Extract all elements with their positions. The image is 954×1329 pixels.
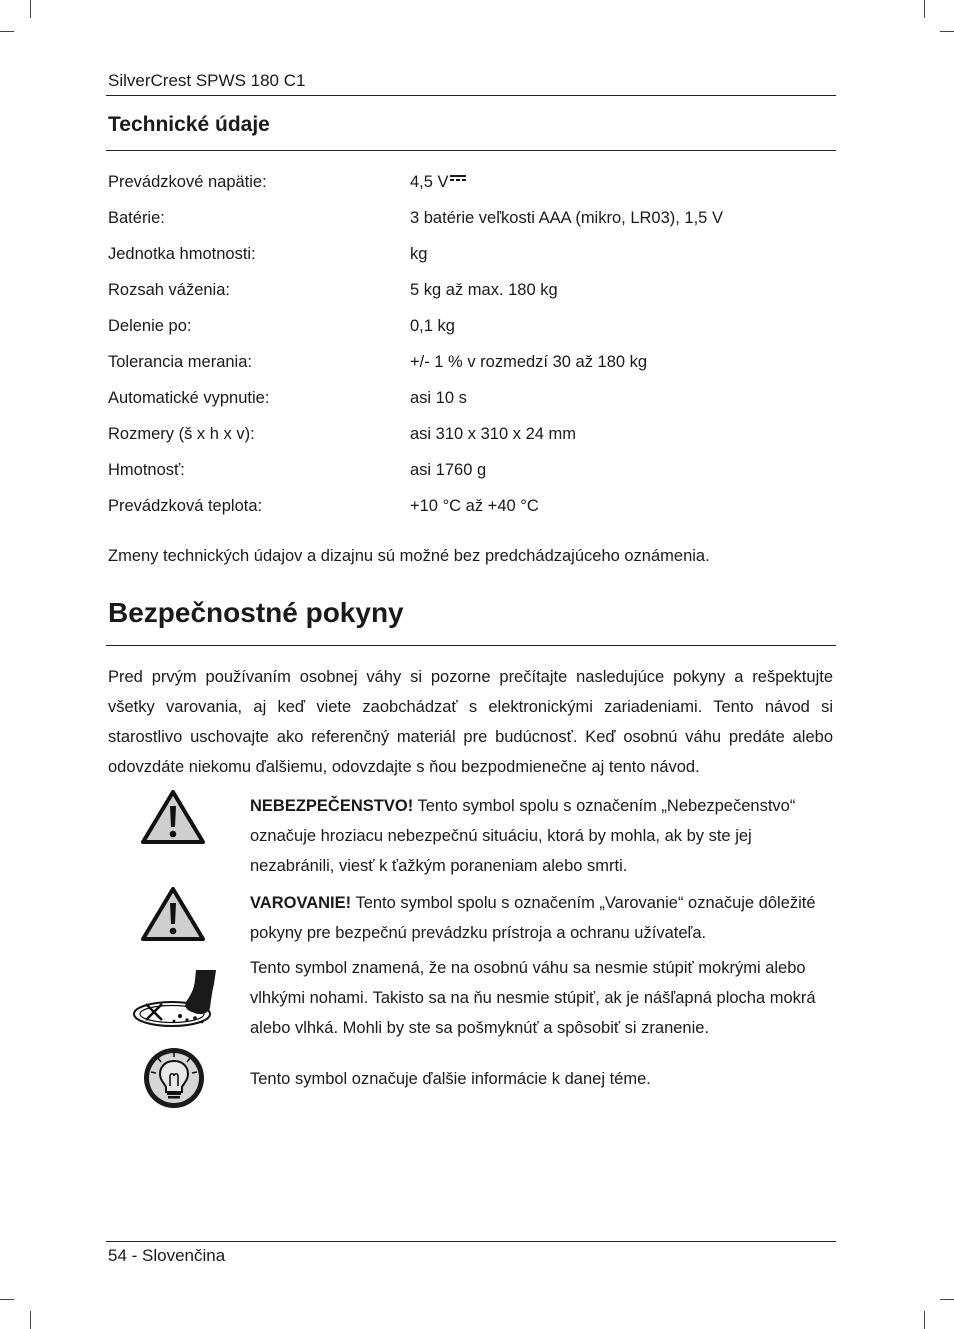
- safety-intro: Pred prvým používaním osobnej váhy si pozorne prečítajte nasledujúce pokyny a rešpektujte všetky varovania, aj keď viete zaobchádzať s elektronickými zariadeniami. Tento návod si starostlivo uschovajte ako referenčný materiál pre budúcnosť. Keď osobnú váhu predáte alebo odovzdáte niekomu ďalšiemu, odovzdajte s ňou bezpodmienečne aj tento návod.: [108, 668, 833, 776]
- spec-row: [108, 353, 836, 377]
- danger-triangle-icon: [140, 789, 206, 845]
- crop-mark: [924, 1311, 925, 1329]
- spec-label: Tolerancia merania:: [108, 353, 252, 371]
- spec-change-note: Zmeny technických údajov a dizajnu sú možné bez predchádzajúceho oznámenia.: [108, 547, 710, 565]
- lightbulb-icon: [141, 1046, 207, 1110]
- crop-mark: [0, 31, 14, 32]
- crop-mark: [30, 0, 31, 18]
- spec-row: [108, 281, 836, 305]
- spec-value: 0,1 kg: [410, 317, 455, 335]
- spec-row: [108, 461, 836, 485]
- spec-row: [108, 209, 836, 233]
- spec-row: [108, 497, 836, 521]
- tech-heading: Technické údaje: [108, 113, 270, 136]
- spec-label: Hmotnosť:: [108, 461, 185, 479]
- info-text: Tento symbol označuje ďalšie informácie k danej téme.: [250, 1070, 651, 1088]
- direct-current-icon: [450, 175, 466, 183]
- spec-row: [108, 425, 836, 449]
- crop-mark: [924, 0, 925, 18]
- footer-rule: [106, 1241, 836, 1242]
- spec-row: [108, 317, 836, 341]
- tech-heading-rule: [106, 150, 836, 151]
- page-footer: 54 - Slovenčina: [108, 1246, 226, 1265]
- spec-value: +10 °C až +40 °C: [410, 497, 539, 515]
- header-rule: [106, 95, 836, 96]
- spec-value: kg: [410, 245, 428, 263]
- spec-value: +/- 1 % v rozmedzí 30 až 180 kg: [410, 353, 648, 371]
- spec-label: Rozsah váženia:: [108, 281, 230, 299]
- wet-foot-text: Tento symbol znamená, že na osobnú váhu sa nesmie stúpiť mokrými alebo vlhkými nohami. Takisto sa na ňu nesmie stúpiť, ak je nášľapná plocha mokrá alebo vlhká. Mohli by ste sa pošmyknúť a spôsobiť si zranenie.: [250, 959, 816, 1037]
- spec-value: asi 310 x 310 x 24 mm: [410, 425, 576, 443]
- warning-triangle-icon: [140, 886, 206, 942]
- danger-text: NEBEZPEČENSTVO! Tento symbol spolu s označením „Nebezpečenstvo“ označuje hroziacu nebezpečnú situáciu, ktorá by mohla, ak by ste jej nezabránili, viesť k ťažkým poraneniam alebo smrti.: [250, 797, 796, 875]
- spec-value: asi 1760 g: [410, 461, 487, 479]
- spec-label: Prevádzková teplota:: [108, 497, 263, 515]
- crop-mark: [940, 31, 954, 32]
- spec-row: [108, 389, 836, 413]
- spec-label: Batérie:: [108, 209, 165, 227]
- warning-text: VAROVANIE! Tento symbol spolu s označením „Varovanie“ označuje dôležité pokyny pre bezpečnú prevádzku prístroja a ochranu užívateľa.: [250, 894, 816, 942]
- crop-mark: [30, 1311, 31, 1329]
- spec-row: [108, 245, 836, 269]
- crop-mark: [0, 1299, 14, 1300]
- spec-value: 3 batérie veľkosti AAA (mikro, LR03), 1,5 V: [410, 209, 723, 227]
- danger-label: NEBEZPEČENSTVO!: [250, 797, 414, 815]
- spec-row: [108, 173, 836, 197]
- spec-value: 4,5 V: [410, 173, 466, 192]
- spec-value: asi 10 s: [410, 389, 467, 407]
- wet-foot-icon: [132, 966, 222, 1032]
- warning-label: VAROVANIE!: [250, 894, 352, 912]
- document-header: SilverCrest SPWS 180 C1: [108, 71, 306, 90]
- crop-mark: [940, 1299, 954, 1300]
- spec-label: Rozmery (š x h x v):: [108, 425, 255, 443]
- safety-heading: Bezpečnostné pokyny: [108, 597, 404, 628]
- spec-label: Prevádzkové napätie:: [108, 173, 267, 191]
- spec-label: Delenie po:: [108, 317, 192, 335]
- spec-label: Automatické vypnutie:: [108, 389, 270, 407]
- spec-label: Jednotka hmotnosti:: [108, 245, 256, 263]
- safety-heading-rule: [106, 645, 836, 646]
- spec-value: 5 kg až max. 180 kg: [410, 281, 558, 299]
